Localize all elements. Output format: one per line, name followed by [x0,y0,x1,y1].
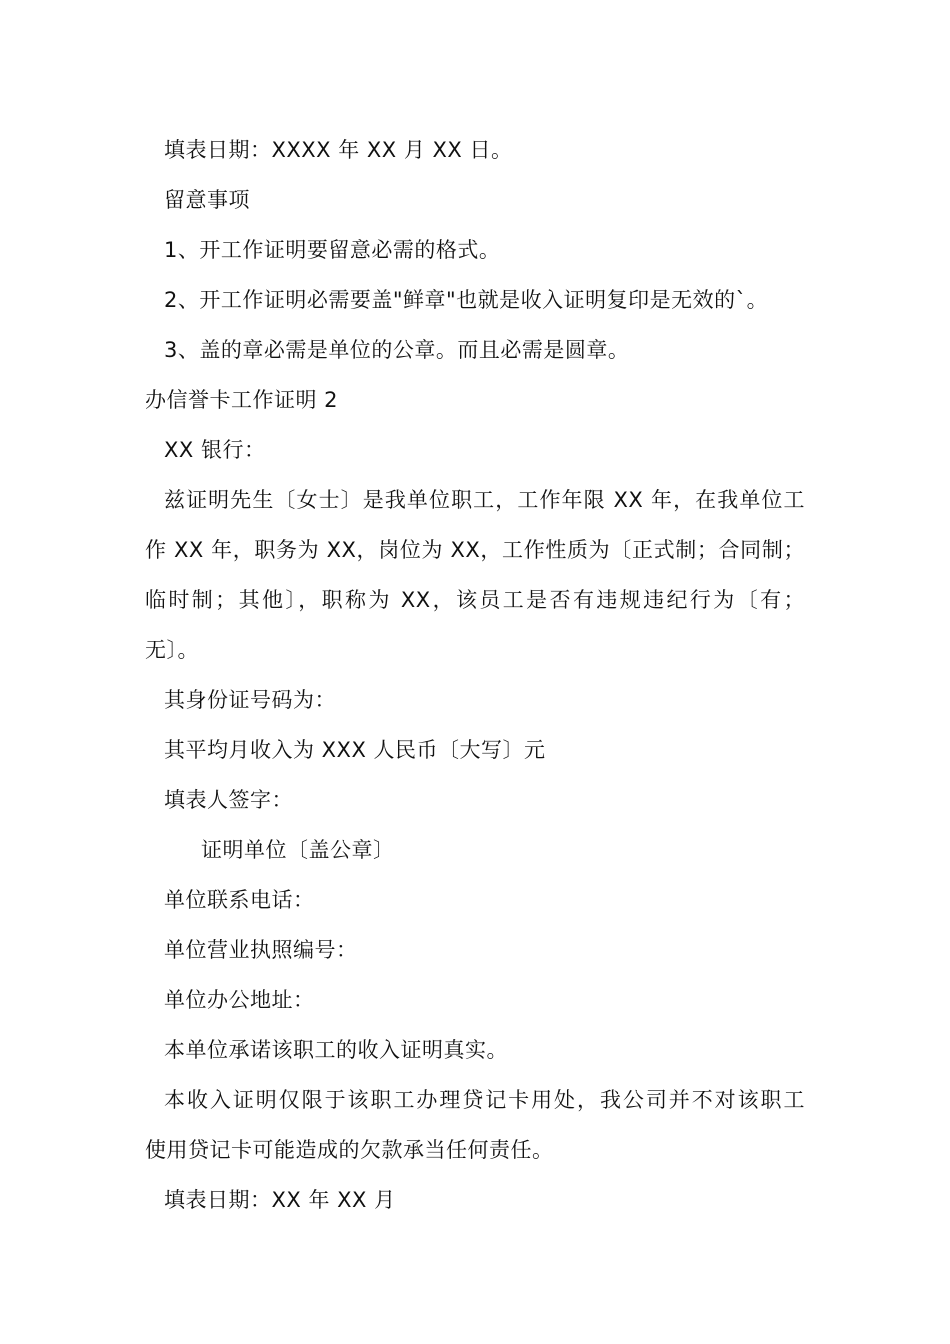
filler-signature-line: 填表人签字： [164,788,293,812]
id-number-line: 其身份证号码为： [164,688,336,712]
note-item-1: 1、开工作证明要留意必需的格式。 [164,238,501,262]
monthly-income-line: 其平均月收入为 XXX 人民币〔大写〕元 [164,738,546,762]
commitment-line: 本单位承诺该职工的收入证明真实。 [164,1038,508,1062]
fill-date-line-2: 填表日期：XX 年 XX 月 [164,1188,396,1212]
disclaimer-line-1: 本收入证明仅限于该职工办理贷记卡用处，我公司并不对该职工 [164,1088,805,1112]
addressee: XX 银行： [164,438,266,462]
certificate-body-line-2: 作 XX 年，职务为 XX，岗位为 XX，工作性质为〔正式制；合同制； [145,538,805,562]
note-item-3: 3、盖的章必需是单位的公章。而且必需是圆章。 [164,338,630,362]
fill-date-line: 填表日期：XXXX 年 XX 月 XX 日。 [164,138,513,162]
certificate-body-line-3: 临时制；其他〕，职称为 XX，该员工是否有违规违纪行为〔有； [145,588,805,612]
unit-phone-line: 单位联系电话： [164,888,315,912]
note-item-2: 2、开工作证明必需要盖"鲜章"也就是收入证明复印是无效的`。 [164,288,769,312]
office-address-line: 单位办公地址： [164,988,315,1012]
certificate-body-line-4: 无〕。 [145,638,199,662]
section-title: 办信誉卡工作证明 2 [145,388,339,412]
notes-heading: 留意事项 [164,188,250,212]
certifying-unit-line: 证明单位〔盖公章〕 [201,838,395,862]
disclaimer-line-2: 使用贷记卡可能造成的欠款承当任何责任。 [145,1138,554,1162]
certificate-body-line-1: 兹证明先生〔女士〕是我单位职工，工作年限 XX 年，在我单位工 [164,488,805,512]
business-license-line: 单位营业执照编号： [164,938,358,962]
